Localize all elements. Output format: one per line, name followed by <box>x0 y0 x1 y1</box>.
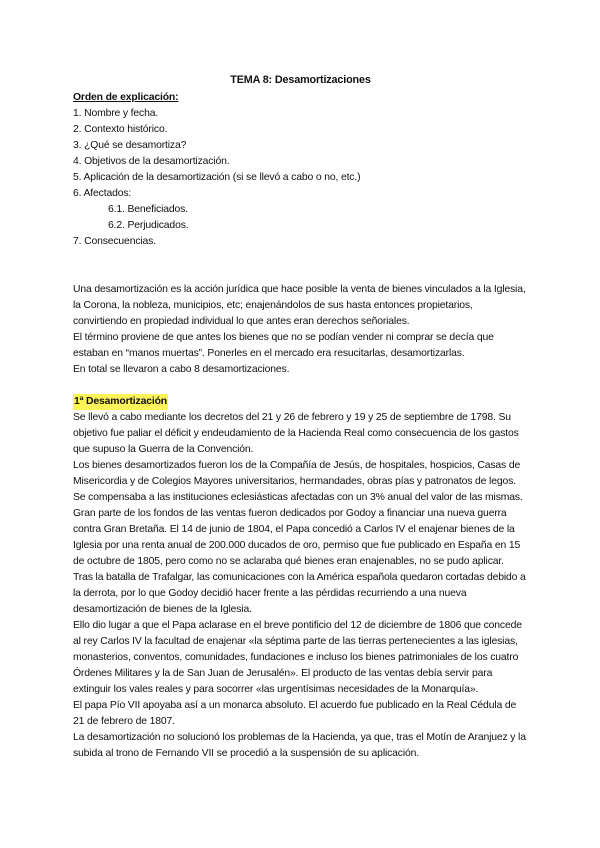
list-item: 2. Contexto histórico. <box>73 124 168 135</box>
page-title: TEMA 8: Desamortizaciones <box>230 74 371 86</box>
section-heading: 1ª Desamortización <box>73 394 168 410</box>
order-heading: Orden de explicación: <box>73 92 179 103</box>
list-item: 7. Consecuencias. <box>73 236 156 247</box>
body-paragraph: El papa Pío VII apoyaba así a un monarca absoluto. El acuerdo fue publicado en la Real Cédula de 21 de febrero de 1807. <box>73 700 517 727</box>
spacer <box>73 250 528 266</box>
list-item: 4. Objetivos de la desamortización. <box>73 156 230 167</box>
intro-paragraph: Una desamortización es la acción jurídica que hace posible la venta de bienes vinculados a la Iglesia, la Corona, la nobleza, municipios, etc; enajenándolos de sus hasta entonces propietarios, convirtiendo en propiedad individual lo que antes eran derechos señoriales. <box>73 284 526 327</box>
list-item: 5. Aplicación de la desamortización (si se llevó a cabo o no, etc.) <box>73 172 361 183</box>
intro-paragraph: En total se llevaron a cabo 8 desamortizaciones. <box>73 364 290 375</box>
body-paragraph: Los bienes desamortizados fueron los de la Compañía de Jesús, de hospitales, hospicios, Casas de Misericordia y de Colegios Mayores universitarios, hermandades, obras pías y patronatos de legos. Se compensaba a las instituciones eclesiásticas afectadas con un 3% anual del valor de las mismas. <box>73 460 523 503</box>
body-paragraph: Tras la batalla de Trafalgar, las comunicaciones con la América española quedaron cortadas debido a la derrota, por lo que Godoy decidió hacer frente a las pérdidas recurriendo a una nueva desamortización de bienes de la Iglesia. <box>73 572 526 615</box>
body-paragraph: Gran parte de los fondos de las ventas fueron dedicados por Godoy a financiar una nueva guerra contra Gran Bretaña. El 14 de junio de 1804, el Papa concedió a Carlos IV el enajenar bienes de la Iglesia por una renta anual de 200.000 ducados de oro, permiso que fue publicado en España en 15 de octubre de 1805, pero como no se aclaraba qué bienes eran enajenables, no se pudo aplicar. <box>73 508 521 567</box>
list-item: 3. ¿Qué se desamortiza? <box>73 140 187 151</box>
body-paragraph: Se llevó a cabo mediante los decretos del 21 y 26 de febrero y 19 y 25 de septiembre de 1798. Su objetivo fue paliar el déficit y endeudamiento de la Hacienda Real como consecuencia de los gastos que supuso la Guerra de la Convención. <box>73 412 519 455</box>
body-paragraph: Ello dio lugar a que el Papa aclarase en el breve pontificio del 12 de diciembre de 1806 que concede al rey Carlos IV la facultad de enajenar «la séptima parte de las tierras pertenecientes a las iglesias, monasterios, conventos, comunidades, fundaciones e incluso los bienes patrimoniales de los cuatro Órdenes Militares y la de San Juan de Jerusalén». El producto de las ventas debía servir para extinguir los vales reales y para socorrer «las urgentísimas necesidades de la Monarquía». <box>73 620 522 695</box>
spacer <box>73 378 528 394</box>
spacer <box>73 266 528 282</box>
sub-list-item: 6.1. Beneficiados. <box>108 204 188 215</box>
intro-paragraph: El término proviene de que antes los bienes que no se podían vender ni comprar se decía que estaban en “manos muertas”. Ponerles en el mercado era resucitarlas, desamortizarlas. <box>73 332 494 359</box>
list-item: 1. Nombre y fecha. <box>73 108 159 119</box>
sub-list-item: 6.2. Perjudicados. <box>108 220 189 231</box>
list-item: 6. Afectados: <box>73 188 132 199</box>
body-paragraph: La desamortización no solucionó los problemas de la Hacienda, ya que, tras el Motín de Aranjuez y la subida al trono de Fernando VII se procedió a la suspensión de su aplicación. <box>73 732 526 759</box>
